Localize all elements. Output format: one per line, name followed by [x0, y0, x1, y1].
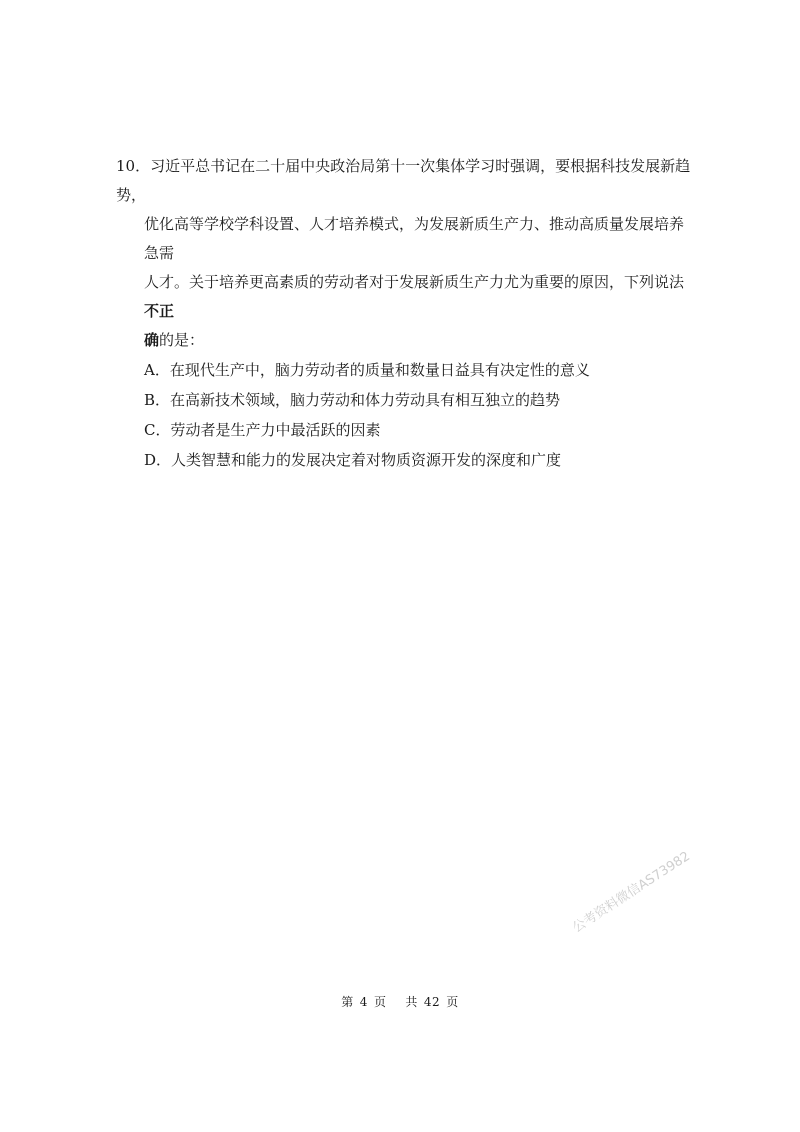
- option-d: D．人类智慧和能力的发展决定着对物质资源开发的深度和广度: [144, 451, 562, 469]
- stem-text-3: 人才。关于培养更高素质的劳动者对于发展新质生产力尤为重要的原因，下列说法: [144, 273, 685, 291]
- question-10: [116, 152, 696, 475]
- stem-line-4: [116, 326, 696, 355]
- page-suffix: 页: [373, 995, 387, 1009]
- page-current: 4: [359, 995, 368, 1009]
- stem-tail: 的是：: [159, 331, 205, 349]
- option-b: B．在高新技术领域，脑力劳动和体力劳动具有相互独立的趋势: [144, 391, 561, 409]
- answer-options: [116, 355, 696, 475]
- page-total: 42: [423, 995, 441, 1009]
- total-prefix: 共: [405, 995, 418, 1009]
- question-number: 10．: [116, 157, 151, 175]
- stem-text-1: 习近平总书记在二十届中央政治局第十一次集体学习时强调，要根据科技发展新趋势，: [116, 157, 691, 204]
- stem-emphasis-2: 确: [144, 331, 160, 349]
- option-a: A．在现代生产中，脑力劳动者的质量和数量日益具有决定性的意义: [144, 361, 590, 379]
- stem-line-2: 优化高等学校学科设置、人才培养模式，为发展新质生产力、推动高质量发展培养急需: [144, 215, 685, 262]
- stem-line-1: [116, 152, 696, 210]
- total-suffix: 页: [446, 995, 459, 1009]
- watermark-text: 公考资料微信AS73982: [570, 849, 693, 936]
- page-prefix: 第: [341, 995, 354, 1009]
- stem-line-3: [116, 268, 696, 326]
- question-stem: [116, 152, 696, 355]
- stem-emphasis-1: 不正: [144, 302, 175, 320]
- page-footer: [0, 993, 800, 1010]
- option-c: C．劳动者是生产力中最活跃的因素: [144, 421, 381, 439]
